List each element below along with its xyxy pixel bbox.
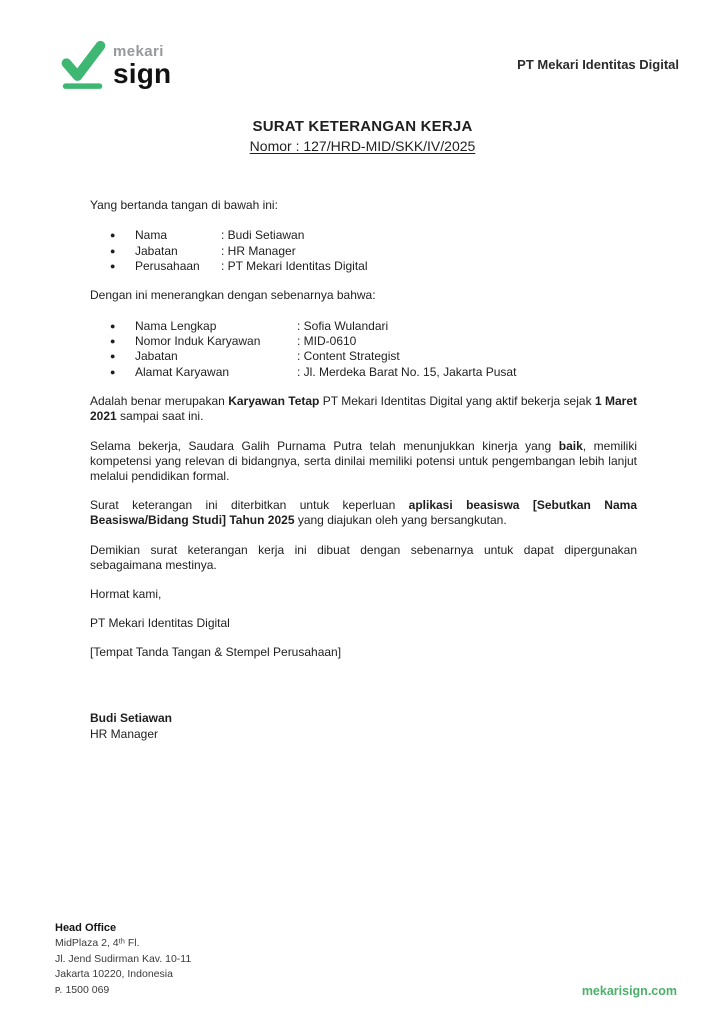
bullet-icon: ● [110, 320, 116, 331]
signer-name: Budi Setiawan [90, 710, 173, 725]
letter-body [90, 198, 637, 742]
signer-detail-list [90, 228, 637, 274]
bullet-icon: ● [110, 261, 116, 272]
text-segment: Surat keterangan ini diterbitkan untuk keperluan [90, 498, 409, 513]
item-label: Perusahaan [135, 259, 200, 274]
phone-line [55, 983, 191, 999]
logo-wordmark [113, 38, 171, 88]
head-office-label: Head Office [55, 921, 117, 934]
item-value: : HR Manager [221, 243, 296, 258]
bullet-icon: ● [110, 245, 116, 256]
bullet-icon: ● [110, 336, 116, 347]
title-block [0, 118, 725, 154]
phone-number: 1500 069 [65, 983, 110, 996]
closing-salutation: Hormat kami, [90, 587, 162, 602]
item-label: Alamat Karyawan [135, 364, 230, 379]
phone-prefix: P. [55, 985, 63, 995]
item-value: : Content Strategist [297, 349, 400, 364]
list-item [90, 334, 637, 349]
document-number: Nomor : 127/HRD-MID/SKK/IV/2025 [249, 138, 476, 154]
page-footer [55, 921, 677, 999]
bullet-icon: ● [110, 351, 116, 362]
stamp-placeholder: [Tempat Tanda Tangan & Stempel Perusahaan] [90, 645, 342, 660]
list-item [90, 319, 637, 334]
letterhead [0, 0, 725, 92]
item-label: Jabatan [135, 349, 178, 364]
text-segment: , memiliki kompetensi yang relevan di bidangnya, serta dinilai memiliki potensi untuk pengembangan lebih lanjut melalui pendidikan formal. [90, 438, 637, 484]
item-label: Jabatan [135, 243, 178, 258]
paragraph-performance [90, 439, 637, 485]
text-segment: yang diajukan oleh yang bersangkutan. [294, 513, 507, 528]
list-item [90, 228, 637, 243]
list-item [90, 259, 637, 274]
text-segment: sampai saat ini. [116, 409, 204, 424]
list-item [90, 349, 637, 364]
logo-text-mekari: mekari [113, 43, 164, 60]
text-segment: PT Mekari Identitas Digital yang aktif bekerja sejak [319, 394, 595, 409]
signature-company-name: PT Mekari Identitas Digital [90, 616, 230, 631]
signer-title: HR Manager [90, 726, 159, 741]
address-line: MidPlaza 2, 4ᵗʰ Fl. [55, 937, 140, 949]
text-segment: Selama bekerja, Saudara Galih Purnama Putra telah menunjukkan kinerja yang [90, 438, 559, 453]
text-segment-bold: aplikasi beasiswa [Sebutkan Nama Beasiswa/Bidang Studi] Tahun 2025 [90, 498, 637, 528]
item-value: : Jl. Merdeka Barat No. 15, Jakarta Pusat [297, 364, 517, 379]
paragraph-employment-status [90, 394, 637, 424]
mekari-sign-logo [60, 38, 171, 92]
item-label: Nama Lengkap [135, 318, 217, 333]
website-link[interactable]: mekarisign.com [581, 984, 677, 998]
bullet-icon: ● [110, 230, 116, 241]
text-segment-bold: 1 Maret 2021 [90, 394, 637, 424]
statement-intro: Dengan ini menerangkan dengan sebenarnya bahwa: [90, 288, 376, 303]
item-value: : Budi Setiawan [221, 228, 305, 243]
text-segment-bold: baik [558, 438, 583, 453]
list-item [90, 244, 637, 259]
paragraph-purpose [90, 498, 637, 528]
item-value: : Sofia Wulandari [297, 318, 389, 333]
item-value: : MID-0610 [297, 334, 357, 349]
address-line: Jl. Jend Sudirman Kav. 10-11 [55, 952, 192, 965]
text-segment: Adalah benar merupakan [90, 394, 229, 409]
text-segment-bold: Karyawan Tetap [228, 394, 320, 409]
employee-detail-list [90, 319, 637, 381]
document-title: SURAT KETERANGAN KERJA [252, 118, 473, 135]
item-label: Nama [135, 228, 168, 243]
paragraph-closing-statement: Demikian surat keterangan kerja ini dibuat dengan sebenarnya untuk dapat dipergunakan sebagaimana mestinya. [90, 542, 637, 572]
item-value: : PT Mekari Identitas Digital [221, 259, 368, 274]
intro-paragraph: Yang bertanda tangan di bawah ini: [90, 198, 278, 212]
list-item [90, 365, 637, 380]
company-name-header: PT Mekari Identitas Digital [517, 57, 679, 72]
address-line: Jakarta 10220, Indonesia [55, 968, 173, 980]
logo-text-sign: sign [113, 58, 172, 89]
head-office-block [55, 921, 191, 999]
bullet-icon: ● [110, 366, 116, 377]
check-icon [60, 38, 106, 92]
item-label: Nomor Induk Karyawan [135, 334, 261, 349]
